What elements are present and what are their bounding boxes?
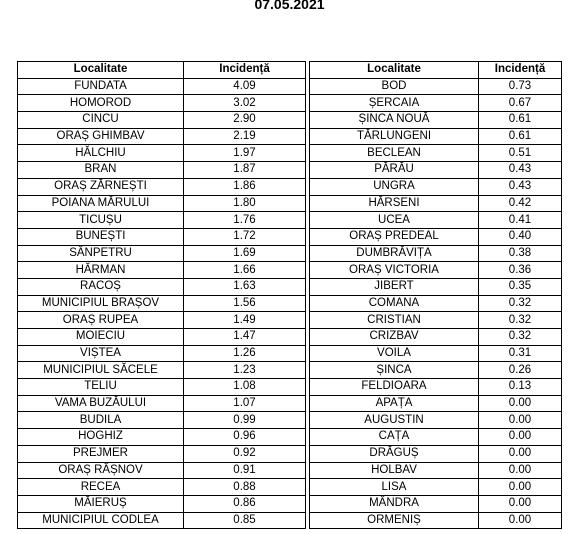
- locality-cell: VOILA: [310, 345, 479, 362]
- incidence-cell: 0.32: [479, 295, 562, 312]
- incidence-cell: 2.19: [184, 128, 306, 145]
- table-row: [310, 445, 562, 462]
- table-row: [18, 78, 306, 95]
- locality-cell: MOIECIU: [18, 329, 184, 346]
- locality-column-header: Localitate: [310, 62, 479, 79]
- locality-cell: CAȚA: [310, 429, 479, 446]
- table-row: [310, 262, 562, 279]
- incidence-cell: 0.00: [479, 512, 562, 529]
- table-row: [18, 345, 306, 362]
- locality-cell: ȘINCA: [310, 362, 479, 379]
- incidence-cell: 0.00: [479, 495, 562, 512]
- locality-cell: CINCU: [18, 112, 184, 129]
- locality-cell: VAMA BUZĂULUI: [18, 395, 184, 412]
- incidence-cell: 0.88: [184, 479, 306, 496]
- table-row: [310, 362, 562, 379]
- table-row: [310, 329, 562, 346]
- table-row: [18, 445, 306, 462]
- locality-cell: MUNICIPIUL SĂCELE: [18, 362, 184, 379]
- table-row: [18, 329, 306, 346]
- incidence-table-left: [17, 61, 306, 529]
- incidence-cell: 0.35: [479, 278, 562, 295]
- locality-cell: HĂLCHIU: [18, 145, 184, 162]
- incidence-cell: 1.47: [184, 329, 306, 346]
- incidence-cell: 0.00: [479, 429, 562, 446]
- table-header-row: [18, 62, 306, 79]
- table-row: [310, 112, 562, 129]
- locality-cell: ORAȘ VICTORIA: [310, 262, 479, 279]
- incidence-cell: 1.23: [184, 362, 306, 379]
- locality-cell: RECEA: [18, 479, 184, 496]
- locality-cell: PĂRĂU: [310, 162, 479, 179]
- locality-cell: JIBERT: [310, 278, 479, 295]
- locality-cell: FELDIOARA: [310, 379, 479, 396]
- table-row: [310, 479, 562, 496]
- incidence-cell: 4.09: [184, 78, 306, 95]
- table-row: [18, 379, 306, 396]
- incidence-table-right: [309, 61, 562, 529]
- table-row: [310, 412, 562, 429]
- table-row: [310, 162, 562, 179]
- table-row: [310, 178, 562, 195]
- incidence-cell: 0.42: [479, 195, 562, 212]
- incidence-cell: 1.56: [184, 295, 306, 312]
- locality-cell: DRĂGUȘ: [310, 445, 479, 462]
- locality-cell: TICUȘU: [18, 212, 184, 229]
- incidence-cell: 1.49: [184, 312, 306, 329]
- incidence-cell: 0.43: [479, 178, 562, 195]
- incidence-cell: 0.86: [184, 495, 306, 512]
- incidence-cell: 3.02: [184, 95, 306, 112]
- table-row: [310, 345, 562, 362]
- table-row: [310, 379, 562, 396]
- table-row: [310, 312, 562, 329]
- table-row: [18, 362, 306, 379]
- locality-cell: MÂNDRA: [310, 495, 479, 512]
- locality-cell: RACOȘ: [18, 278, 184, 295]
- locality-cell: HĂRSENI: [310, 195, 479, 212]
- table-row: [18, 178, 306, 195]
- incidence-cell: 0.92: [184, 445, 306, 462]
- table-row: [18, 462, 306, 479]
- locality-cell: UCEA: [310, 212, 479, 229]
- table-row: [18, 262, 306, 279]
- table-row: [310, 295, 562, 312]
- table-row: [18, 278, 306, 295]
- table-row: [18, 228, 306, 245]
- incidence-cell: 0.43: [479, 162, 562, 179]
- locality-cell: HĂRMAN: [18, 262, 184, 279]
- table-row: [18, 112, 306, 129]
- table-row: [310, 429, 562, 446]
- locality-cell: DUMBRĂVIȚA: [310, 245, 479, 262]
- table-row: [310, 228, 562, 245]
- locality-cell: ORAȘ GHIMBAV: [18, 128, 184, 145]
- incidence-cell: 1.80: [184, 195, 306, 212]
- incidence-cell: 1.07: [184, 395, 306, 412]
- incidence-cell: 0.40: [479, 228, 562, 245]
- table-row: [18, 128, 306, 145]
- locality-cell: ORAȘ ZĂRNEȘTI: [18, 178, 184, 195]
- locality-cell: FUNDATA: [18, 78, 184, 95]
- incidence-cell: 0.00: [479, 479, 562, 496]
- locality-cell: TELIU: [18, 379, 184, 396]
- table-row: [18, 512, 306, 529]
- incidence-cell: 0.73: [479, 78, 562, 95]
- incidence-cell: 0.00: [479, 395, 562, 412]
- table-header-row: [310, 62, 562, 79]
- locality-cell: POIANA MĂRULUI: [18, 195, 184, 212]
- incidence-cell: 1.87: [184, 162, 306, 179]
- incidence-cell: 0.31: [479, 345, 562, 362]
- incidence-cell: 2.90: [184, 112, 306, 129]
- incidence-cell: 0.36: [479, 262, 562, 279]
- table-row: [18, 412, 306, 429]
- incidence-cell: 0.00: [479, 462, 562, 479]
- locality-cell: SÂNPETRU: [18, 245, 184, 262]
- locality-cell: ȘERCAIA: [310, 95, 479, 112]
- table-row: [310, 195, 562, 212]
- table-row: [18, 162, 306, 179]
- incidence-cell: 0.96: [184, 429, 306, 446]
- incidence-cell: 1.86: [184, 178, 306, 195]
- table-row: [310, 78, 562, 95]
- locality-cell: HOLBAV: [310, 462, 479, 479]
- incidence-cell: 0.51: [479, 145, 562, 162]
- table-row: [310, 278, 562, 295]
- locality-cell: MUNICIPIUL CODLEA: [18, 512, 184, 529]
- table-row: [310, 128, 562, 145]
- incidence-column-header: Incidență: [184, 62, 306, 79]
- incidence-cell: 0.32: [479, 312, 562, 329]
- incidence-cell: 1.69: [184, 245, 306, 262]
- incidence-cell: 0.91: [184, 462, 306, 479]
- locality-cell: COMANA: [310, 295, 479, 312]
- table-row: [310, 395, 562, 412]
- incidence-cell: 0.85: [184, 512, 306, 529]
- table-row: [18, 295, 306, 312]
- table-row: [18, 395, 306, 412]
- table-row: [310, 512, 562, 529]
- incidence-column-header: Incidență: [479, 62, 562, 79]
- table-row: [18, 245, 306, 262]
- table-row: [18, 479, 306, 496]
- table-row: [18, 145, 306, 162]
- incidence-cell: 0.61: [479, 112, 562, 129]
- locality-cell: AUGUSTIN: [310, 412, 479, 429]
- incidence-cell: 1.66: [184, 262, 306, 279]
- locality-cell: MĂIERUȘ: [18, 495, 184, 512]
- locality-cell: HOGHIZ: [18, 429, 184, 446]
- locality-cell: ORAȘ RÂȘNOV: [18, 462, 184, 479]
- incidence-cell: 1.08: [184, 379, 306, 396]
- incidence-cell: 0.00: [479, 445, 562, 462]
- table-row: [18, 95, 306, 112]
- incidence-cell: 0.26: [479, 362, 562, 379]
- table-row: [310, 145, 562, 162]
- incidence-cell: 0.32: [479, 329, 562, 346]
- locality-cell: BRAN: [18, 162, 184, 179]
- incidence-cell: 0.00: [479, 412, 562, 429]
- locality-cell: HOMOROD: [18, 95, 184, 112]
- table-row: [310, 462, 562, 479]
- incidence-cell: 0.41: [479, 212, 562, 229]
- page-title: 07.05.2021: [254, 0, 325, 12]
- incidence-cell: 1.26: [184, 345, 306, 362]
- locality-cell: BOD: [310, 78, 479, 95]
- incidence-cell: 0.61: [479, 128, 562, 145]
- locality-cell: ORAȘ RUPEA: [18, 312, 184, 329]
- table-row: [310, 95, 562, 112]
- locality-cell: BUNEȘTI: [18, 228, 184, 245]
- locality-cell: VIȘTEA: [18, 345, 184, 362]
- table-row: [18, 495, 306, 512]
- incidence-cell: 1.72: [184, 228, 306, 245]
- incidence-cell: 1.63: [184, 278, 306, 295]
- table-row: [310, 212, 562, 229]
- incidence-cell: 1.76: [184, 212, 306, 229]
- locality-cell: ȘINCA NOUĂ: [310, 112, 479, 129]
- table-row: [18, 312, 306, 329]
- table-row: [18, 195, 306, 212]
- incidence-cell: 0.67: [479, 95, 562, 112]
- locality-cell: TĂRLUNGENI: [310, 128, 479, 145]
- table-row: [18, 212, 306, 229]
- locality-cell: LISA: [310, 479, 479, 496]
- table-row: [18, 429, 306, 446]
- table-row: [310, 495, 562, 512]
- locality-column-header: Localitate: [18, 62, 184, 79]
- locality-cell: ORMENIȘ: [310, 512, 479, 529]
- incidence-cell: 0.99: [184, 412, 306, 429]
- locality-cell: PREJMER: [18, 445, 184, 462]
- locality-cell: ORAȘ PREDEAL: [310, 228, 479, 245]
- locality-cell: UNGRA: [310, 178, 479, 195]
- locality-cell: CRISTIAN: [310, 312, 479, 329]
- table-row: [310, 245, 562, 262]
- locality-cell: MUNICIPIUL BRAȘOV: [18, 295, 184, 312]
- locality-cell: APAȚA: [310, 395, 479, 412]
- incidence-cell: 1.97: [184, 145, 306, 162]
- locality-cell: CRIZBAV: [310, 329, 479, 346]
- locality-cell: BECLEAN: [310, 145, 479, 162]
- incidence-cell: 0.38: [479, 245, 562, 262]
- incidence-cell: 0.13: [479, 379, 562, 396]
- locality-cell: BUDILA: [18, 412, 184, 429]
